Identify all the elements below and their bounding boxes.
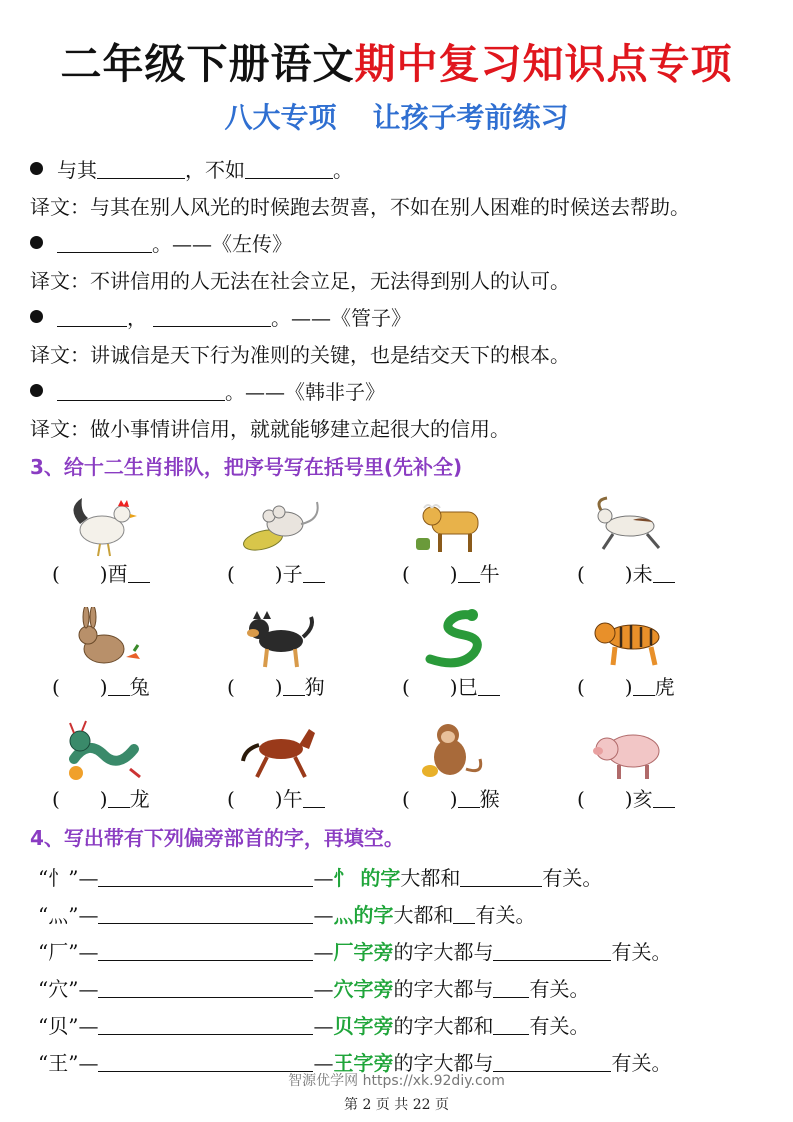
- fill-blank[interactable]: [57, 232, 152, 253]
- answer-paren[interactable]: ( ): [227, 675, 283, 699]
- subtitle-left: 八大专项: [224, 101, 337, 134]
- radical-row: “灬”— —灬的字大都和 有关。: [38, 903, 536, 927]
- radical-end: 有关。: [542, 866, 603, 890]
- bullet-icon: [30, 162, 43, 175]
- zodiac-char: 牛: [479, 562, 500, 586]
- horse-icon: [235, 719, 325, 784]
- subtitle-right: 让孩子考前练习: [372, 101, 569, 134]
- zodiac-label: [52, 785, 150, 813]
- zodiac-item: [380, 494, 555, 599]
- bullet-icon: [30, 384, 43, 397]
- zodiac-item: [380, 719, 555, 824]
- bullet-icon: [30, 236, 43, 249]
- zodiac-pre[interactable]: [283, 675, 305, 696]
- fill-blank[interactable]: [453, 903, 475, 924]
- translation-2: 译文：不讲信用的人无法在社会立足，无法得到别人的认可。: [30, 269, 570, 293]
- answer-paren[interactable]: ( ): [577, 675, 633, 699]
- zodiac-item: [30, 494, 205, 599]
- title-red: 期中复习知识点专项: [354, 40, 733, 88]
- fill-blank[interactable]: [57, 306, 127, 327]
- radical-text: 大都和: [400, 866, 461, 890]
- zodiac-item: [380, 607, 555, 712]
- rabbit-icon: [60, 607, 150, 672]
- fill-blank[interactable]: [57, 380, 225, 401]
- fill-blank[interactable]: [98, 866, 313, 887]
- zodiac-pre[interactable]: [458, 562, 480, 583]
- radical-label: “厂”—: [38, 940, 99, 964]
- radical-green: 王字旁: [333, 1051, 394, 1075]
- answer-paren[interactable]: ( ): [402, 675, 458, 699]
- radical-row: “厂”— —厂字旁的字大都与 有关。: [38, 940, 672, 964]
- watermark: 智源优学网 https://xk.92diy.com: [288, 1073, 505, 1089]
- zodiac-label: [577, 785, 675, 813]
- radical-green: 灬的字: [333, 903, 394, 927]
- translation-3: 译文：讲诚信是天下行为准则的关键，也是结交天下的根本。: [30, 343, 570, 367]
- zodiac-post[interactable]: [128, 562, 150, 583]
- zodiac-item: [555, 719, 730, 824]
- radical-label: “忄”—: [38, 866, 99, 890]
- dog-icon: [235, 607, 325, 672]
- quote-3: ， 。——《管子》: [30, 304, 411, 332]
- zodiac-char: 午: [282, 787, 303, 811]
- page-number: 第 2 页 共 22 页: [344, 1097, 449, 1113]
- radical-green: 忄 的字: [333, 866, 401, 890]
- radical-green: 穴字旁: [333, 977, 394, 1001]
- zodiac-char: 未: [632, 562, 653, 586]
- fill-blank[interactable]: [245, 158, 333, 179]
- radical-text: 的字大都与: [393, 977, 494, 1001]
- answer-paren[interactable]: ( ): [227, 562, 283, 586]
- zodiac-item: [30, 607, 205, 712]
- zodiac-item: [205, 494, 380, 599]
- quote-4: 。——《韩非子》: [30, 378, 385, 406]
- radical-end: 有关。: [611, 1051, 672, 1075]
- goat-icon: [585, 494, 675, 559]
- zodiac-label: [577, 673, 675, 701]
- zodiac-char: 亥: [632, 787, 653, 811]
- radical-row: “贝”— —贝字旁的字大都和 有关。: [38, 1014, 590, 1038]
- bullet-icon: [30, 310, 43, 323]
- zodiac-pre[interactable]: [108, 787, 130, 808]
- fill-blank[interactable]: [493, 940, 611, 961]
- answer-paren[interactable]: ( ): [402, 787, 458, 811]
- zodiac-char: 巳: [457, 675, 478, 699]
- answer-paren[interactable]: ( ): [577, 562, 633, 586]
- translation-1: 译文：与其在别人风光的时候跑去贺喜，不如在别人困难的时候送去帮助。: [30, 195, 690, 219]
- zodiac-pre[interactable]: [633, 675, 655, 696]
- answer-paren[interactable]: ( ): [52, 675, 108, 699]
- rat-icon: [235, 494, 325, 559]
- quote-2: 。——《左传》: [30, 230, 292, 258]
- zodiac-label: [227, 560, 325, 588]
- radical-label: “王”—: [38, 1051, 99, 1075]
- zodiac-pre[interactable]: [108, 675, 130, 696]
- zodiac-char: 酉: [107, 562, 128, 586]
- monkey-icon: [410, 719, 500, 784]
- radical-text: 的字大都与: [393, 1051, 494, 1075]
- snake-icon: [410, 607, 500, 672]
- translation-4: 译文：做小事情讲信用，就就能够建立起很大的信用。: [30, 417, 510, 441]
- fill-blank[interactable]: [153, 306, 271, 327]
- radical-end: 有关。: [529, 977, 590, 1001]
- section-3-title: 3、给十二生肖排队，把序号写在括号里(先补全): [30, 455, 463, 479]
- fill-blank[interactable]: [98, 1014, 313, 1035]
- zodiac-item: [555, 607, 730, 712]
- zodiac-item: [555, 494, 730, 599]
- answer-paren[interactable]: ( ): [402, 562, 458, 586]
- radical-label: “贝”—: [38, 1014, 99, 1038]
- radical-label: “灬”—: [38, 903, 99, 927]
- zodiac-char: 虎: [654, 675, 675, 699]
- fill-blank[interactable]: [460, 866, 542, 887]
- radical-end: 有关。: [529, 1014, 590, 1038]
- zodiac-label: [402, 785, 500, 813]
- ox-icon: [410, 494, 500, 559]
- radical-green: 贝字旁: [333, 1014, 394, 1038]
- zodiac-label: [227, 785, 325, 813]
- radical-row: “穴”— —穴字旁的字大都与 有关。: [38, 977, 590, 1001]
- zodiac-label: [577, 560, 675, 588]
- section-4-title: 4、写出带有下列偏旁部首的字，再填空。: [30, 826, 404, 850]
- zodiac-label: [402, 673, 500, 701]
- radical-end: 有关。: [475, 903, 536, 927]
- zodiac-label: [227, 673, 325, 701]
- fill-blank[interactable]: [493, 1014, 529, 1035]
- pig-icon: [585, 719, 675, 784]
- answer-paren[interactable]: ( ): [52, 787, 108, 811]
- zodiac-post[interactable]: [303, 787, 325, 808]
- radical-row: “忄”— —忄 的字大都和 有关。: [38, 866, 603, 890]
- fill-blank[interactable]: [493, 977, 529, 998]
- zodiac-post[interactable]: [303, 562, 325, 583]
- rooster-icon: [60, 494, 150, 559]
- radical-text: 大都和: [393, 903, 454, 927]
- zodiac-pre[interactable]: [458, 787, 480, 808]
- zodiac-label: [52, 560, 150, 588]
- answer-paren[interactable]: ( ): [52, 562, 108, 586]
- fill-blank[interactable]: [98, 903, 313, 924]
- zodiac-char: 狗: [304, 675, 325, 699]
- fill-blank[interactable]: [98, 1051, 313, 1072]
- zodiac-post[interactable]: [653, 787, 675, 808]
- quote-1: 与其 ，不如 。: [30, 156, 353, 184]
- zodiac-char: 子: [282, 562, 303, 586]
- answer-paren[interactable]: ( ): [577, 787, 633, 811]
- zodiac-post[interactable]: [653, 562, 675, 583]
- zodiac-label: [52, 673, 150, 701]
- zodiac-item: [30, 719, 205, 824]
- radical-text: 的字大都与: [393, 940, 494, 964]
- zodiac-char: 龙: [129, 787, 150, 811]
- zodiac-char: 猴: [479, 787, 500, 811]
- page-title: [0, 38, 793, 90]
- fill-blank[interactable]: [493, 1051, 611, 1072]
- fill-blank[interactable]: [98, 940, 313, 961]
- radical-label: “穴”—: [38, 977, 99, 1001]
- answer-paren[interactable]: ( ): [227, 787, 283, 811]
- title-black: 二年级下册语文: [60, 40, 355, 88]
- zodiac-post[interactable]: [478, 675, 500, 696]
- fill-blank[interactable]: [97, 158, 185, 179]
- zodiac-label: [402, 560, 500, 588]
- page-subtitle: [0, 100, 793, 136]
- radical-text: 的字大都和: [393, 1014, 494, 1038]
- zodiac-char: 兔: [129, 675, 150, 699]
- radical-end: 有关。: [611, 940, 672, 964]
- fill-blank[interactable]: [98, 977, 313, 998]
- radical-row: “王”— —王字旁的字大都与 有关。: [38, 1051, 672, 1075]
- tiger-icon: [585, 607, 675, 672]
- zodiac-item: [205, 719, 380, 824]
- radical-green: 厂字旁: [333, 940, 394, 964]
- dragon-icon: [60, 719, 150, 784]
- zodiac-item: [205, 607, 380, 712]
